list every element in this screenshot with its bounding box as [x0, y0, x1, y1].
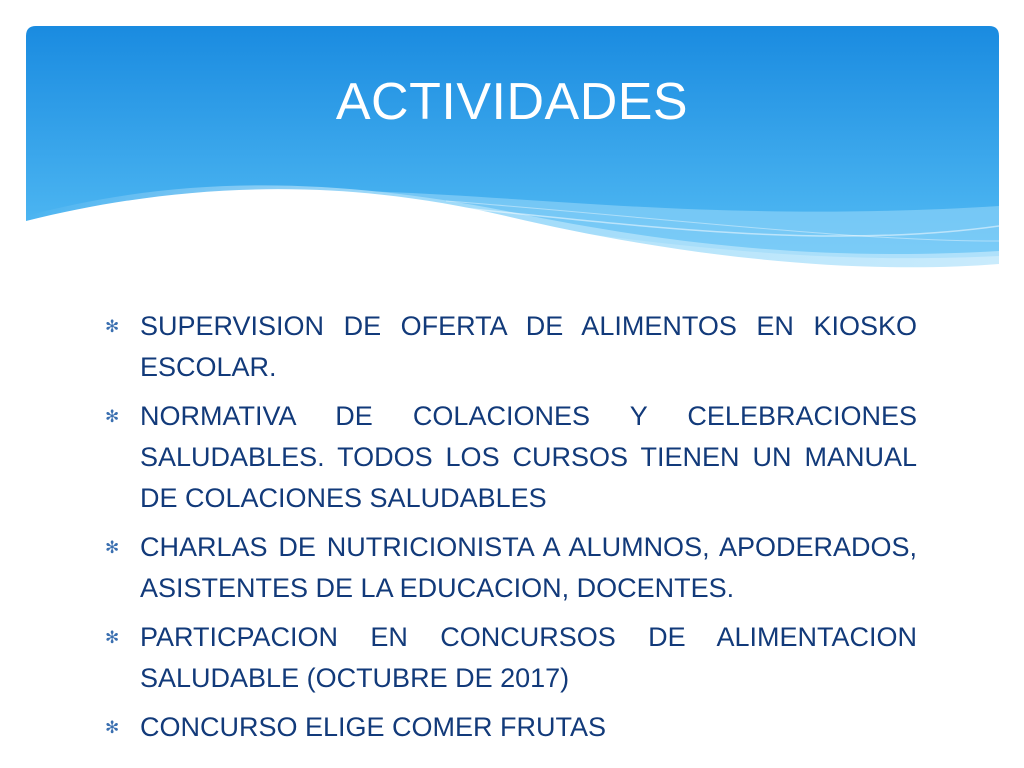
bullet-text: CONCURSO ELIGE COMER FRUTAS — [140, 712, 607, 742]
asterisk-icon: ✻ — [105, 407, 120, 426]
bullet-list — [105, 306, 917, 756]
header-banner — [26, 26, 999, 288]
asterisk-icon: ✻ — [105, 718, 120, 737]
bullet-text: NORMATIVA DE COLACIONES Y CELEBRACIONES SALUDABLES. TODOS LOS CURSOS TIENEN UN MANUAL DE COLACIONES SALUDABLES — [140, 401, 917, 513]
bullet-text: CHARLAS DE NUTRICIONISTA A ALUMNOS, APODERADOS, ASISTENTES DE LA EDUCACION, DOCENTES. — [140, 532, 917, 603]
bullet-text: PARTICPACION EN CONCURSOS DE ALIMENTACION SALUDABLE (OCTUBRE DE 2017) — [140, 622, 917, 693]
list-item — [105, 707, 917, 748]
slide-title: ACTIVIDADES — [335, 73, 689, 131]
wave-banner-graphic — [26, 26, 999, 288]
list-item — [105, 527, 917, 609]
list-item — [105, 617, 917, 699]
asterisk-icon: ✻ — [105, 628, 120, 647]
list-item — [105, 396, 917, 519]
bullet-text: SUPERVISION DE OFERTA DE ALIMENTOS EN KIOSKO ESCOLAR. — [140, 311, 917, 382]
list-item — [105, 306, 917, 388]
asterisk-icon: ✻ — [105, 317, 120, 336]
asterisk-icon: ✻ — [105, 538, 120, 557]
